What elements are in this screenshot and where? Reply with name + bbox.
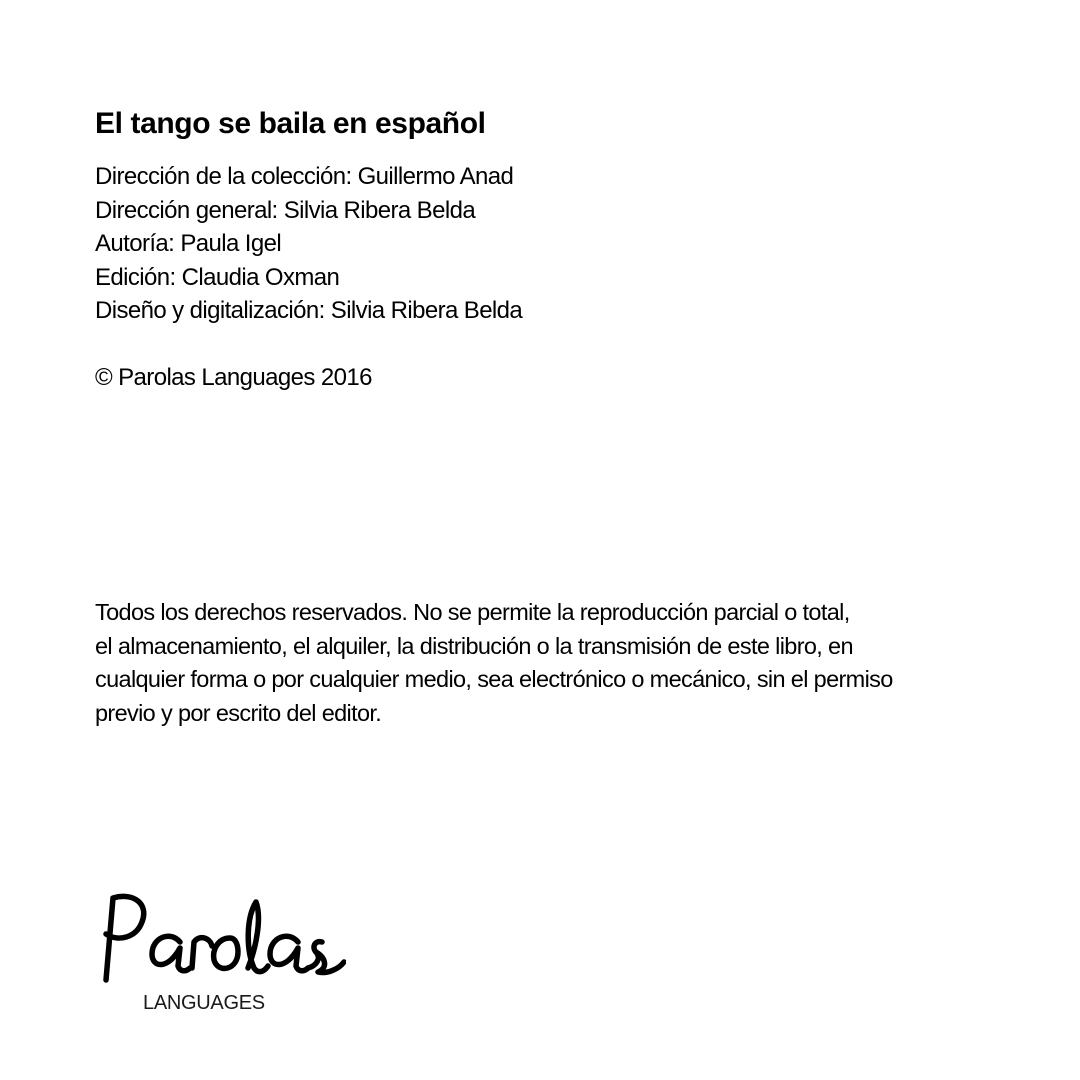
rights-line: previo y por escrito del editor. — [95, 699, 382, 726]
rights-notice — [95, 596, 995, 730]
credit-general-director: Dirección general: Silvia Ribera Belda — [95, 196, 476, 224]
parolas-logo — [86, 888, 346, 1023]
copyright-notice: © Parolas Languages 2016 — [95, 364, 372, 391]
credit-design: Diseño y digitalización: Silvia Ribera Belda — [95, 297, 523, 324]
credits-list — [95, 160, 522, 328]
rights-line: el almacenamiento, el alquiler, la distribución o la transmisión de este libro, en — [95, 632, 853, 659]
logo-subtitle: LANGUAGES — [143, 992, 265, 1014]
rights-line: cualquier forma o por cualquier medio, sea electrónico o mecánico, sin el permiso — [95, 666, 893, 692]
page-title: El tango se baila en español — [95, 107, 486, 140]
credit-author: Autoría: Paula Igel — [95, 230, 282, 257]
parolas-wordmark — [86, 888, 346, 988]
credit-collection-director: Dirección de la colección: Guillermo Anad — [95, 163, 514, 190]
rights-line: Todos los derechos reservados. No se permite la reproducción parcial o total, — [95, 599, 850, 625]
credit-editor: Edición: Claudia Oxman — [95, 263, 340, 291]
